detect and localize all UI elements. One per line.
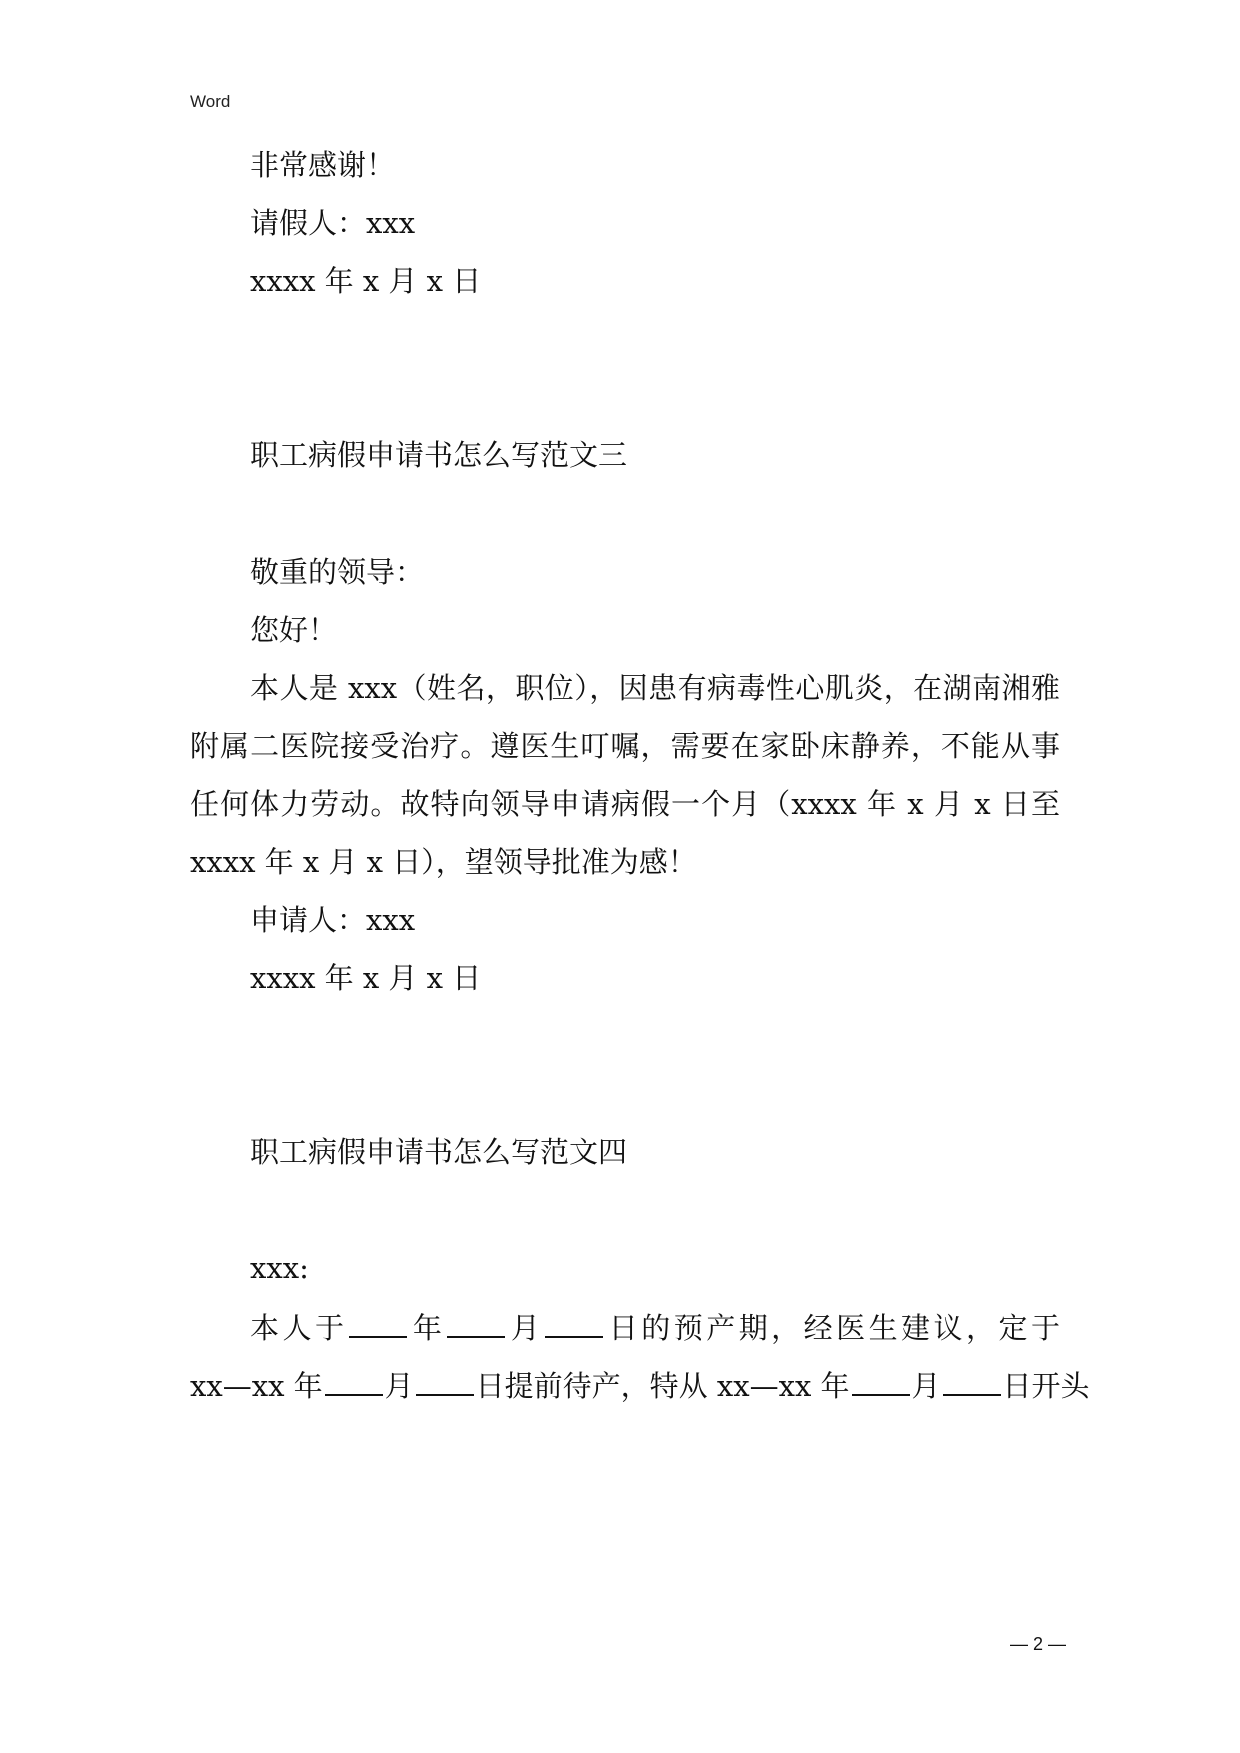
fill-in-blank bbox=[545, 1306, 603, 1338]
thanks-line: 非常感谢！ bbox=[250, 148, 396, 182]
body-paragraph-line-1: 本人是 xxx（姓名，职位），因患有病毒性心肌炎，在湖南湘雅 bbox=[250, 671, 1060, 705]
section-title-3: 职工病假申请书怎么写范文三 bbox=[250, 438, 628, 472]
fill-in-blank bbox=[349, 1306, 407, 1338]
body-paragraph-line-3: 任何体力劳动。故特向领导申请病假一个月（xxxx 年 x 月 x 日至 bbox=[190, 787, 1060, 821]
greeting-line: 敬重的领导： bbox=[250, 555, 425, 589]
body-paragraph-line-2: 附属二医院接受治疗。遵医生叮嘱，需要在家卧床静养，不能从事 bbox=[190, 729, 1060, 763]
leave-applicant-signature: 请假人：xxx bbox=[250, 206, 416, 240]
text-fragment: xx—xx 年 bbox=[190, 1369, 323, 1403]
fill-in-blank bbox=[416, 1364, 474, 1396]
maternity-line-2 bbox=[190, 1364, 1090, 1406]
text-fragment: 月 bbox=[507, 1311, 544, 1345]
document-header-label: Word bbox=[190, 92, 231, 111]
application-date: xxxx 年 x 月 x 日 bbox=[250, 961, 482, 995]
text-fragment: 日的预产期，经医生建议，定于 bbox=[605, 1311, 1060, 1345]
text-fragment: 月 bbox=[384, 1369, 414, 1403]
text-fragment: 本人于 bbox=[250, 1311, 348, 1345]
leave-date: xxxx 年 x 月 x 日 bbox=[250, 264, 482, 298]
section-title-4: 职工病假申请书怎么写范文四 bbox=[250, 1135, 628, 1169]
body-paragraph-line-4: xxxx 年 x 月 x 日），望领导批准为感！ bbox=[190, 845, 697, 879]
applicant-signature: 申请人：xxx bbox=[250, 903, 416, 937]
maternity-line-1 bbox=[250, 1306, 1060, 1348]
fill-in-blank bbox=[325, 1364, 383, 1396]
fill-in-blank bbox=[852, 1364, 910, 1396]
addressee-line: xxx: bbox=[250, 1251, 309, 1285]
text-fragment: 年 bbox=[409, 1311, 446, 1345]
fill-in-blank bbox=[447, 1306, 505, 1338]
hello-line: 您好！ bbox=[250, 613, 338, 647]
text-fragment: 月 bbox=[911, 1369, 941, 1403]
text-fragment: 日提前待产，特从 xx—xx 年 bbox=[475, 1369, 850, 1403]
text-fragment: 日开头 bbox=[1002, 1369, 1090, 1403]
fill-in-blank bbox=[943, 1364, 1001, 1396]
page-number: — 2 — bbox=[1010, 1634, 1067, 1654]
